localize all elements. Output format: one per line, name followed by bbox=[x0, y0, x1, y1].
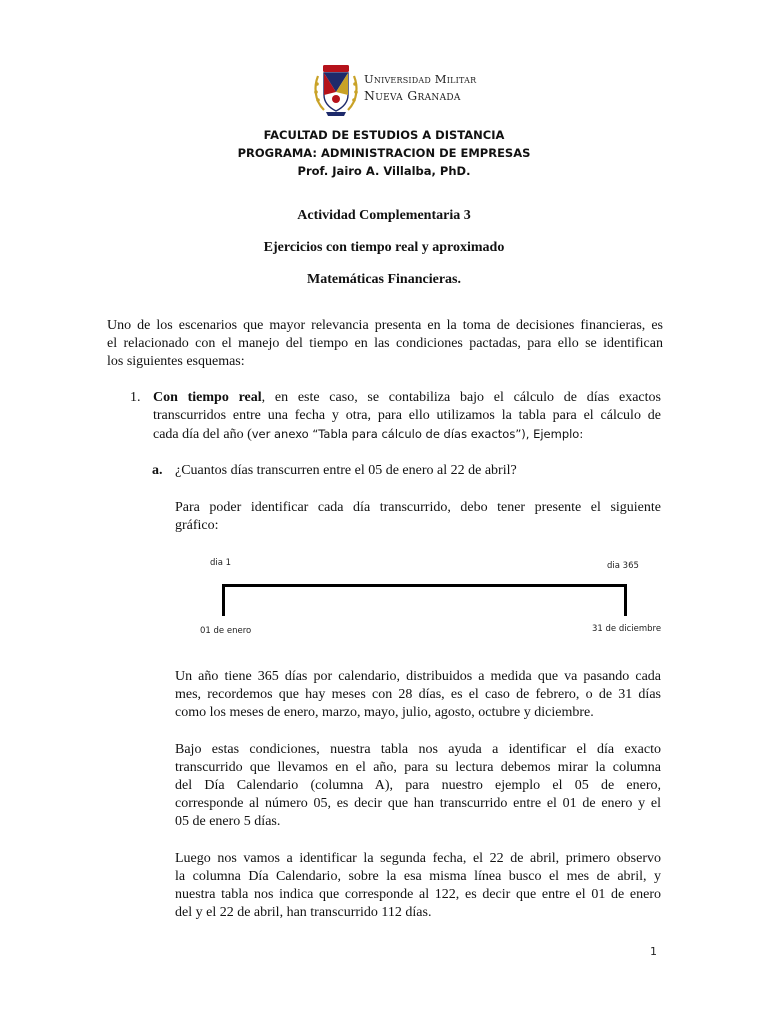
second-date-paragraph bbox=[175, 850, 661, 922]
table-line: Bajo estas condiciones, nuestra tabla nos ayuda a identificar el día exacto bbox=[175, 742, 661, 757]
intro-line: el relacionado con el manejo del tiempo en las condiciones pactadas, para ello se identifican bbox=[107, 336, 663, 351]
item1-bold-term: Con tiempo real bbox=[153, 390, 262, 405]
timeline-label-end-date: 31 de diciembre bbox=[592, 624, 662, 634]
intro-line: Uno de los escenarios que mayor relevancia presenta en la toma de decisiones financieras, es bbox=[107, 318, 663, 333]
second-line: del y el 22 de abril, han transcurrido 112 días. bbox=[175, 905, 432, 920]
item1-line1-rest: , en este caso, se contabiliza bajo el cálculo de días exactos bbox=[261, 390, 661, 405]
intro-paragraph bbox=[107, 317, 663, 371]
list-letter-a: a. bbox=[152, 463, 163, 478]
item-a-question bbox=[175, 462, 661, 480]
timeline-label-day1: dia 1 bbox=[210, 558, 232, 568]
item1-line3-serif: cada día del año ( bbox=[153, 427, 252, 442]
university-name-line1: Universidad Militar bbox=[364, 72, 477, 86]
intro-line: los siguientes esquemas: bbox=[107, 354, 245, 369]
university-logo bbox=[312, 62, 477, 118]
page-number: 1 bbox=[650, 945, 657, 958]
graph-intro-paragraph bbox=[175, 499, 661, 535]
program-name: PROGRAMA: ADMINISTRACION DE EMPRESAS bbox=[237, 146, 531, 160]
timeline-label-day365: dia 365 bbox=[607, 561, 639, 571]
professor-name: Prof. Jairo A. Villalba, PhD. bbox=[297, 164, 471, 178]
subject-title: Matemáticas Financieras. bbox=[307, 272, 461, 287]
item1-paragraph bbox=[153, 389, 661, 444]
year-line: como los meses de enero, marzo, mayo, julio, agosto, octubre y diciembre. bbox=[175, 705, 594, 720]
item1-line bbox=[153, 425, 661, 444]
faculty-name: FACULTAD DE ESTUDIOS A DISTANCIA bbox=[263, 128, 505, 142]
second-line: nuestra tabla nos indica que corresponde al 122, es decir que entre el 01 de enero bbox=[175, 887, 661, 902]
year-days-paragraph bbox=[175, 668, 661, 722]
timeline-label-start-date: 01 de enero bbox=[200, 626, 252, 636]
table-reading-paragraph bbox=[175, 741, 661, 831]
university-crest-icon bbox=[312, 62, 360, 118]
item1-line3-sans: ver anexo “Tabla para cálculo de días exactos”), Ejemplo: bbox=[251, 427, 584, 441]
table-line: del Día Calendario (columna A), para nuestro ejemplo el 05 de enero, bbox=[175, 778, 661, 793]
item1-line: transcurridos entre una fecha y otra, para ello utilizamos la tabla para el cálculo de bbox=[153, 408, 661, 423]
table-line: 05 de enero 5 días. bbox=[175, 814, 281, 829]
table-line: transcurrido que llevamos en el año, para su lectura debemos mirar la columna bbox=[175, 760, 661, 775]
graph-intro-line: Para poder identificar cada día transcurrido, debo tener presente el siguiente bbox=[175, 500, 661, 515]
graph-intro-line: gráfico: bbox=[175, 518, 219, 533]
second-line: Luego nos vamos a identificar la segunda fecha, el 22 de abril, primero observo bbox=[175, 851, 661, 866]
table-line: corresponde al número 05, es decir que han transcurrido entre el 01 de enero y el bbox=[175, 796, 661, 811]
university-name-line2: Nueva Granada bbox=[364, 88, 461, 103]
exercise-title: Ejercicios con tiempo real y aproximado bbox=[263, 240, 505, 255]
second-line: la columna Día Calendario, sobre la esa misma línea busco el mes de abril, y bbox=[175, 869, 661, 884]
year-line: Un año tiene 365 días por calendario, distribuidos a medida que va pasando cada bbox=[175, 669, 661, 684]
year-line: mes, recordemos que hay meses con 28 días, es el caso de febrero, o de 31 días bbox=[175, 687, 661, 702]
list-number-1: 1. bbox=[130, 390, 141, 405]
item1-line bbox=[153, 389, 661, 407]
year-timeline-figure bbox=[198, 556, 668, 642]
question-text: ¿Cuantos días transcurren entre el 05 de enero al 22 de abril? bbox=[175, 463, 517, 478]
activity-title: Actividad Complementaria 3 bbox=[297, 208, 471, 223]
